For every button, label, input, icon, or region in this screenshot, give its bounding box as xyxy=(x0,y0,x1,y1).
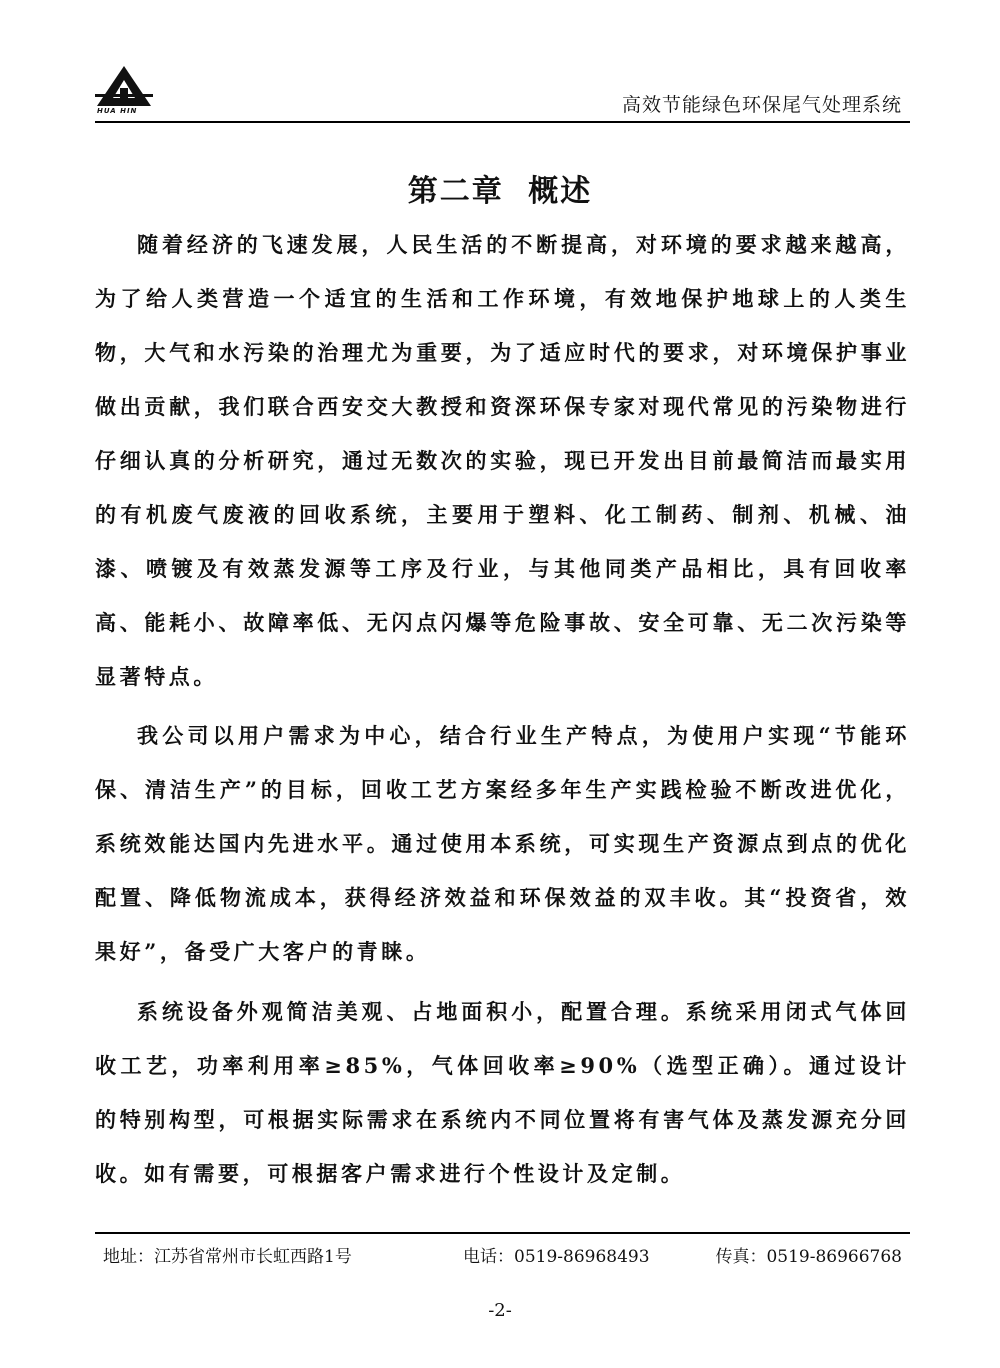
paragraph-system: 系统设备外观简洁美观、占地面积小，配置合理。系统采用闭式气体回收工艺，功率利用率≥85%，气体回收率≥90%（选型正确）。通过设计的特别构型，可根据实际需求在系统内不同位置将有害气体及蒸发源充分回收。如有需要，可根据客户需求进行个性设计及定制。 xyxy=(95,999,910,1186)
footer-phone: 电话：0519-86968493 xyxy=(463,1247,650,1267)
footer-address: 地址：江苏省常州市长虹西路1号 xyxy=(103,1247,352,1267)
page-footer xyxy=(95,1242,910,1266)
page-header xyxy=(95,60,910,126)
paragraph-overview: 随着经济的飞速发展，人民生活的不断提高，对环境的要求越来越高，为了给人类营造一个适宜的生活和工作环境，有效地保护地球上的人类生物，大气和水污染的治理尤为重要，为了适应时代的要求，对环境保护事业做出贡献，我们联合西安交大教授和资深环保专家对现代常见的污染物进行仔细认真的分析研究，通过无数次的实验，现已开发出目前最简洁而最实用的有机废气废液的回收系统，主要用于塑料、化工制药、制剂、机械、油漆、喷镀及有效蒸发源等工序及行业，与其他同类产品相比，具有回收率高、能耗小、故障率低、无闪点闪爆等危险事故、安全可靠、无二次污染等显著特点。 xyxy=(95,232,910,689)
triangle-logo-icon xyxy=(95,64,153,108)
logo-wordmark: HUA HIN xyxy=(97,107,138,115)
footer-fax: 传真：0519-86966768 xyxy=(715,1247,902,1267)
company-logo xyxy=(95,64,153,118)
footer-divider xyxy=(95,1232,910,1234)
paragraph-company: 我公司以用户需求为中心，结合行业生产特点，为使用户实现“节能环保、清洁生产”的目标，回收工艺方案经多年生产实践检验不断改进优化，系统效能达国内先进水平。通过使用本系统，可实现生产资源点到点的优化配置、降低物流成本，获得经济效益和环保效益的双丰收。其“投资省，效果好”，备受广大客户的青睐。 xyxy=(95,723,910,964)
page-number: -2- xyxy=(488,1300,512,1321)
header-title: 高效节能绿色环保尾气处理系统 xyxy=(621,94,902,116)
header-divider xyxy=(95,121,910,123)
body-text xyxy=(95,218,910,1201)
chapter-title: 第二章 概述 xyxy=(407,174,593,209)
